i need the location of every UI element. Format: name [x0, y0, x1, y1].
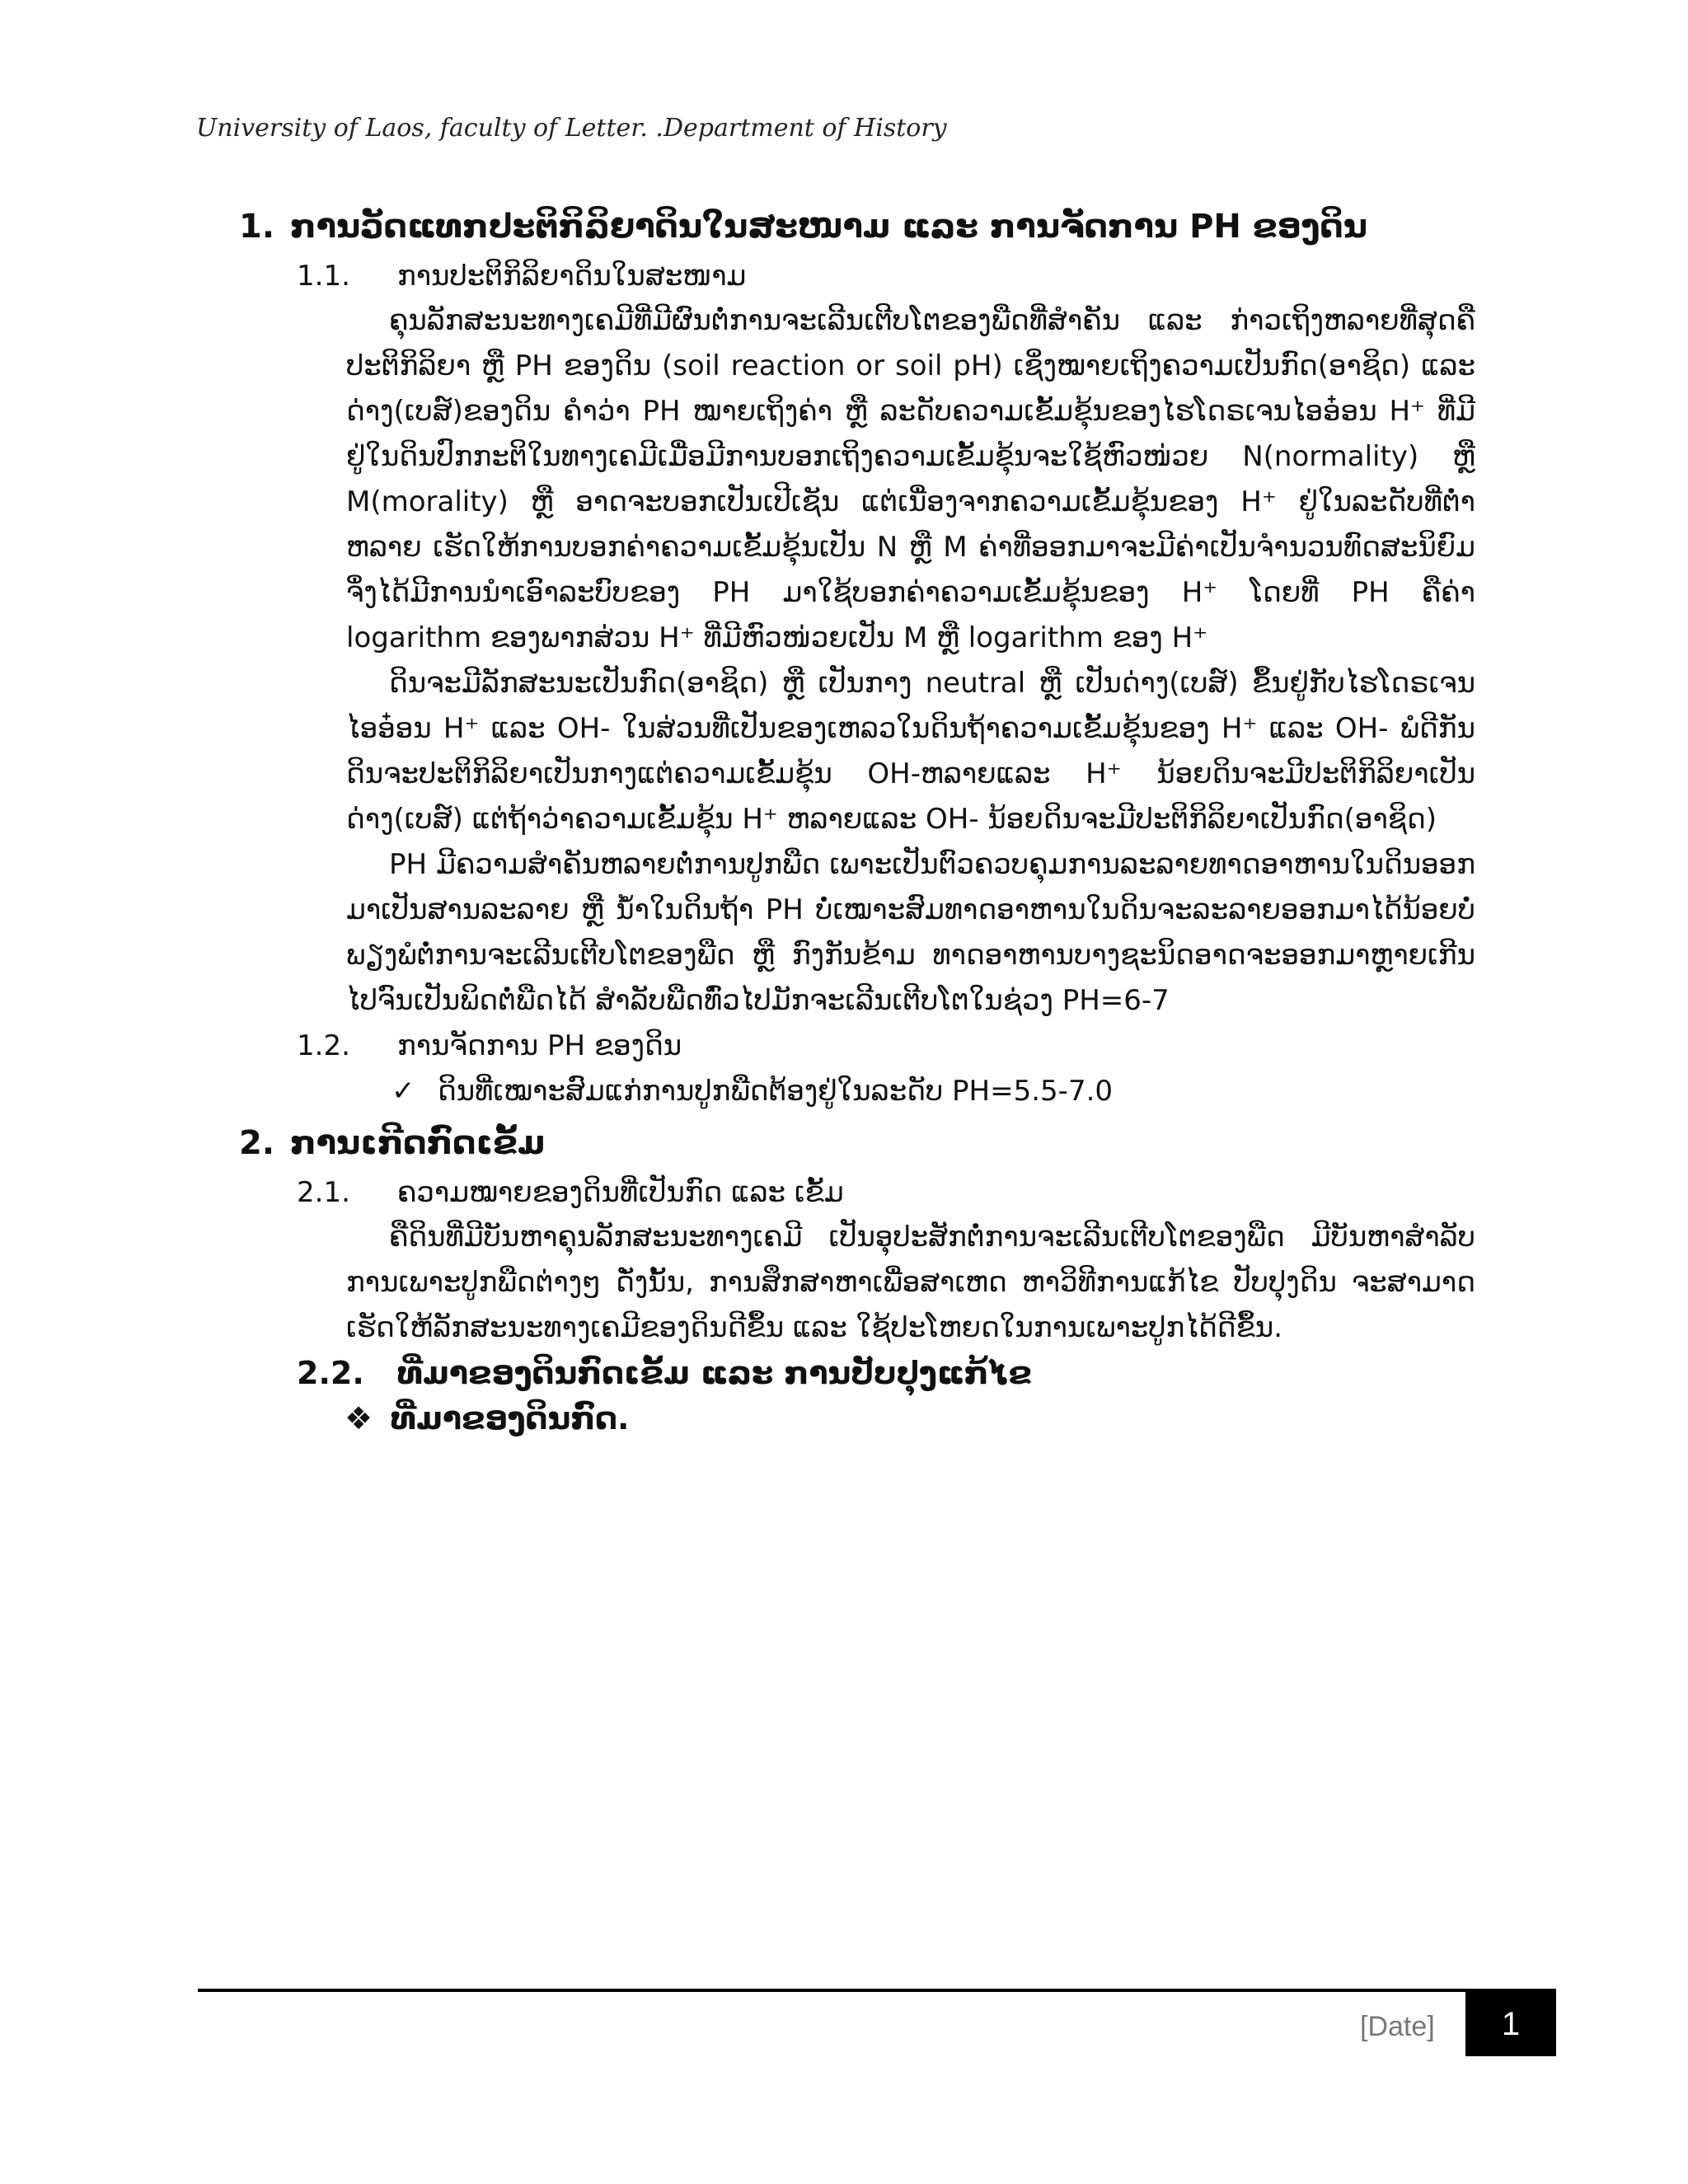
subsection-number: 1.2.	[297, 1029, 350, 1062]
bullet-text: ດິນທີ່ເໝາະສົມແກ່ການປູກພືດຕ້ອງຢູ່ໃນລະດັບ PH=5.5-7.0	[438, 1075, 1114, 1108]
subsection-number: 2.1.	[297, 1176, 350, 1209]
subsection-heading-2-1	[297, 1170, 1475, 1215]
subsection-number: 1.1.	[297, 260, 350, 293]
section-heading-1	[239, 203, 1475, 251]
checkmark-icon: ✓	[392, 1075, 415, 1108]
subsection-title: ຄວາມໝາຍຂອງດິນທີ່ເປັນກົດ ແລະ ເຂັ້ມ	[397, 1176, 844, 1209]
subsection-title: ການປະຕິກິລິຍາດິນໃນສະໜາມ	[397, 260, 747, 293]
subsection-title: ທີ່ມາຂອງດິນກົດເຂັ້ມ ແລະ ການປັບປຸງແກ້ໄຂ	[397, 1355, 1032, 1391]
diamond-bullet-item	[345, 1395, 1475, 1441]
subsection-heading-1-2	[297, 1024, 1475, 1068]
paragraph-acid-soil-meaning	[346, 1215, 1475, 1351]
page-number: 1	[1465, 1992, 1556, 2056]
diamond-bullet-icon: ❖	[345, 1400, 373, 1436]
subsection-heading-1-1	[297, 254, 1475, 298]
paragraph-acid-base	[346, 661, 1475, 842]
section-heading-2	[239, 1119, 1475, 1167]
paragraph-ph-importance	[346, 842, 1475, 1024]
bullet-text: ທີ່ມາຂອງດິນກົດ.	[391, 1400, 630, 1436]
section-number: 2.	[239, 1124, 275, 1162]
subsection-title: ການຈັດການ PH ຂອງດິນ	[397, 1029, 682, 1062]
section-title: ການເກີດກົດເຂັ້ມ	[290, 1124, 546, 1162]
paragraph-soil-ph	[346, 298, 1475, 661]
document-body	[239, 198, 1475, 1441]
subsection-heading-2-2	[297, 1351, 1475, 1395]
check-bullet-item	[392, 1068, 1475, 1114]
paragraph-text: ຄືດິນທີ່ມີບັນຫາຄຸນລັກສະນະທາງເຄມີ ເປັນອຸປະສັກຕໍ່ການຈະເລີນເຕີບໂຕຂອງພືດ ມີບັນຫາສຳລັບການເພາະປູກພືດຕ່າງໆ ດັ່ງນັ້ນ, ການສຶກສາຫາເພື່ອສາເຫດ ຫາວິທີການແກ້ໄຂ ປັບປຸງດິນ ຈະສາມາດເຮັດໃຫ້ລັກສະນະທາງເຄມີຂອງດິນດີຂຶ້ນ ແລະ ໃຊ້ປະໂຫຍດໃນການເພາະປູກໄດ້ດີຂຶ້ນ.	[346, 1221, 1475, 1344]
paragraph-text: ດິນຈະມີລັກສະນະເປັນກົດ(ອາຊິດ) ຫຼື ເປັນກາງ neutral ຫຼື ເປັນດ່າງ(ເບສ໌) ຂຶ້ນຢູ່ກັບໄຮໂດຣເຈນໄອອ໋ອນ H⁺ ແລະ OH- ໃນສ່ວນທີ່ເປັນຂອງເຫລວໃນດິນຖ້າຄວາມເຂັ້ມຂຸ້ນຂອງ H⁺ ແລະ OH- ພໍດີກັນດິນຈະປະຕິກິລິຍາເປັນກາງແຕ່ຄວາມເຂັ້ມຂຸ້ນ OH-ຫລາຍແລະ H⁺ ນ້ອຍດິນຈະມີປະຕິກິລິຍາເປັນດ່າງ(ເບສ໌) ແຕ່ຖ້າວ່າຄວາມເຂັ້ມຂຸ້ນ H⁺ ຫລາຍແລະ OH- ນ້ອຍດິນຈະມີປະຕິກິລິຍາເປັນກົດ(ອາຊິດ)	[346, 667, 1475, 836]
footer-divider	[198, 1989, 1556, 1992]
section-number: 1.	[239, 208, 275, 246]
page-header: University of Laos, faculty of Letter. .Department of History	[196, 114, 947, 143]
paragraph-text: PH ມີຄວາມສຳຄັນຫລາຍຕໍ່ການປູກພືດ ເພາະເປັນຕົວຄວບຄຸມການລະລາຍທາດອາຫານໃນດິນອອກມາເປັນສານລະລາຍ ຫຼື ນ້ຳໃນດິນຖ້າ PH ບໍ່ເໝາະສົມທາດອາຫານໃນດິນຈະລະລາຍອອກມາໄດ້ນ້ອຍບໍ່ພຽງພໍຕໍ່ການຈະເລີນເຕີບໂຕຂອງພືດ ຫຼື ກົງກັນຂ້າມ ທາດອາຫານບາງຊະນິດອາດຈະອອກມາຫຼາຍເກີນໄປຈົນເປັນພິດຕໍ່ພືດໄດ້ ສຳລັບພືດທົ່ວໄປມັກຈະເລີນເຕີບໂຕໃນຊ່ວງ PH=6-7	[346, 848, 1475, 1017]
paragraph-text: ຄຸນລັກສະນະທາງເຄມີທີ່ມີຜົນຕໍ່ການຈະເລີນເຕີບໂຕຂອງພືດທີ່ສຳຄັນ ແລະ ກ່າວເຖິງຫລາຍທີ່ສຸດຄືປະຕິກິລິຍາ ຫຼື PH ຂອງດິນ (soil reaction or soil pH) ເຊິ່ງໝາຍເຖິງຄວາມເປັນກົດ(ອາຊິດ) ແລະ ດ່າງ(ເບສ໌)ຂອງດິນ ຄຳວ່າ PH ໝາຍເຖິງຄ່າ ຫຼື ລະດັບຄວາມເຂັ້ມຂຸ້ນຂອງໄຮໂດຣເຈນໄອອ໋ອນ H⁺ ທີ່ມີຢູ່ໃນດິນປົກກະຕິໃນທາງເຄມີເມື່ອມີການບອກເຖິງຄວາມເຂັ້ມຂຸ້ນຈະໃຊ້ຫົວໜ່ວຍ N(normality) ຫຼື M(morality) ຫຼື ອາດຈະບອກເປັນເປີເຊັນ ແຕ່ເນື່ອງຈາກຄວາມເຂັ້ມຂຸ້ນຂອງ H⁺ ຢູ່ໃນລະດັບທີ່ຕ່ຳຫລາຍ ເຮັດໃຫ້ການບອກຄ່າຄວາມເຂັ້ມຂຸ້ນເປັນ N ຫຼື M ຄ່າທີ່ອອກມາຈະມີຄ່າເປັນຈຳນວນທົດສະນິຍົມ ຈຶ່ງໄດ້ມີການນຳເອົາລະບົບຂອງ PH ມາໃຊ້ບອກຄ່າຄວາມເຂັ້ມຂຸ້ນຂອງ H⁺ ໂດຍທີ່ PH ຄືຄ່າ logarithm ຂອງພາກສ່ວນ H⁺ ທີ່ມີຫົວໜ່ວຍເປັນ M ຫຼື logarithm ຂອງ H⁺	[346, 304, 1475, 654]
section-title: ການວັດແທກປະຕິກິລິຍາດິນໃນສະໜາມ ແລະ ການຈັດການ PH ຂອງດິນ	[290, 208, 1367, 246]
footer-date: [Date]	[1360, 2011, 1435, 2042]
subsection-number: 2.2.	[297, 1355, 364, 1391]
